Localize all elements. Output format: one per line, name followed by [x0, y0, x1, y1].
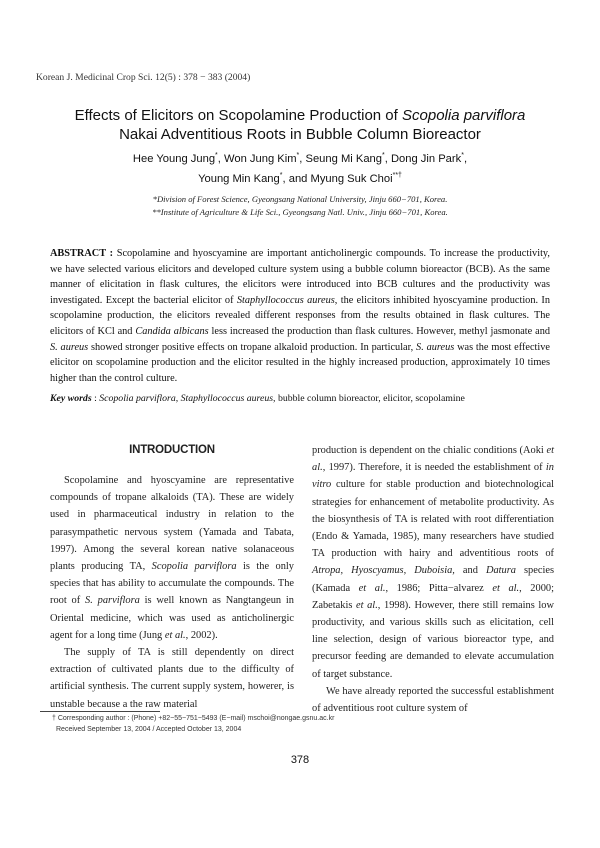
intro-paragraph-4: We have already reported the successful establishment of adventitious root culture system of — [312, 685, 554, 715]
footnote — [52, 714, 334, 735]
genus-names: Datura — [485, 565, 516, 577]
text-run: , 1998). However, there still remains low productivity, and various skills such as elicitation, cell line selection, design of various bioreactor type, and precursor feeding are demanded to elevate accumulation of target substance. — [312, 599, 554, 680]
corresponding-author: † Corresponding author : (Phone) +82−55−751−5493 (E−mail) mschoi@nongae.gsnu.ac.kr — [52, 715, 335, 722]
right-column — [312, 442, 554, 717]
affiliation-mark: **† — [392, 172, 402, 179]
text-run: production is dependent on the chialic conditions (Aoki — [312, 445, 547, 456]
author-name: Seung Mi Kang — [305, 153, 382, 165]
text-run: , 2002). — [185, 629, 218, 641]
text-run: , 2000; Zabetakis — [312, 582, 554, 611]
author-list — [30, 149, 570, 189]
affiliation-2: **Institute of Agriculture & Life Sci., Gyeongsang Natl. Univ., Jinju 660−701, Korea. — [152, 207, 448, 217]
text-run: is well known as Nangtangeun in Oriental medicine, which was used as anticholinergic agent for a long time (Jung — [50, 595, 294, 641]
abstract-text: showed stronger positive effects on tropane alkaloid production. In particular, — [88, 341, 417, 353]
footnote-divider — [40, 711, 160, 712]
author-separator: , — [384, 153, 391, 165]
received-accepted: Received September 13, 2004 / Accepted October 13, 2004 — [56, 725, 242, 733]
text-run: is the only species that has ability to accumulate the compounds. The root of — [50, 561, 294, 607]
section-heading: INTRODUCTION — [129, 444, 215, 456]
affiliation-mark: * — [296, 152, 300, 159]
journal-citation: Korean J. Medicinal Crop Sci. 12(5) : 378 − 383 (2004) — [36, 72, 251, 83]
author-line-2 — [30, 169, 570, 189]
abstract-text: was the most effective elicitor on scopolamine production and the elicitor resulted in the highly increased production, approximately 10 times higher than the control culture. — [50, 341, 550, 384]
abstract-text: , the elicitors inhibited hyoscyamine production. In scopolamine production, the elicitors revealed different responses from the results obtained in flask cultures. The elicitors of KCl and — [50, 294, 550, 337]
abstract-species: Staphyllococcus aureus — [236, 294, 335, 306]
affiliation-mark: * — [382, 152, 385, 159]
text-run: culture for stable production and biotechnological strategies for enhancement of metabolite productivity. As the biosynthesis of TA is related with root differentiation (Endo & Yamada, 1985), many researchers have studied TA production with hairy and adventitious roots of — [312, 479, 554, 560]
abstract-species: Candida albicans — [135, 325, 209, 337]
species-name: Scopolia parviflora — [151, 561, 237, 573]
keywords-species: Scopolia parviflora, Staphyllococcus aureus, — [99, 393, 276, 404]
text-run: species (Kamada — [312, 565, 554, 594]
affiliations — [100, 193, 500, 219]
author-line-1 — [30, 149, 570, 169]
citation-etal: et al. — [356, 599, 378, 611]
abstract-text: Scopolamine and hyoscyamine are important anticholinergic compounds. To increase the productivity, we have selected various elicitors and developed culture system using a bubble column bioreactor (BCB). As the same manner of elicitation in flask cultures, the elicitors were introduced into BCB cultures and the productivity was investigated. Except the bacterial elicitor of — [50, 248, 550, 306]
author-separator: , and — [282, 173, 311, 185]
author-separator: , — [217, 153, 224, 165]
intro-paragraph-2: The supply of TA is still dependently on direct extraction of cultivated plants due to the difficulty of artificial synthesis. The current supply system, howerer, is unstable because a the raw material — [50, 647, 294, 710]
text-run: Scopolamine and hyoscyamine are representative compounds of tropane alkaloids (TA). These are widely used in pharmaceutical industry in relation to the parasympathetic nervous system (Yamada and Tabata, 1997). Among the several korean native solanaceous plants producing TA, — [50, 475, 294, 573]
author-separator: , — [299, 153, 306, 165]
author-name: Dong Jin Park — [390, 153, 462, 165]
text-run: , 1986; Pitta−alvarez — [385, 582, 493, 594]
affiliation-mark: * — [461, 152, 464, 159]
title-line-2: Nakai Adventitious Roots in Bubble Column Bioreactor — [119, 126, 481, 143]
citation-etal: et al. — [312, 445, 554, 474]
text-run: and — [454, 565, 486, 577]
author-name: Myung Suk Choi — [310, 173, 393, 185]
abstract-text: less increased the production than flask cultures. However, methyl jasmonate and — [208, 325, 550, 337]
author-name: Young Min Kang — [198, 173, 280, 185]
text-run: , 1997). Therefore, it is needed the establishment of — [322, 462, 546, 474]
latin-term: in vitro — [312, 462, 554, 491]
author-name: Won Jung Kim — [224, 153, 297, 165]
intro-paragraph-3 — [312, 442, 554, 683]
title-text: Effects of Elicitors on Scopolamine Production of — [74, 107, 402, 124]
keywords-terms: bubble column bioreactor, elicitor, scopolamine — [275, 393, 465, 404]
affiliation-mark: * — [279, 172, 283, 179]
left-column — [50, 442, 294, 713]
citation-etal: et al. — [164, 629, 186, 641]
affiliation-1: *Division of Forest Science, Gyeongsang National University, Jinju 660−701, Korea. — [152, 194, 448, 204]
citation-etal: et al. — [492, 582, 520, 594]
author-separator: , — [463, 153, 468, 165]
title-line-1 — [30, 106, 570, 125]
keywords-separator: : — [91, 393, 100, 404]
abstract-species: S. aureus — [50, 341, 89, 353]
genus-names: Atropa, Hyoscyamus, Duboisia, — [312, 565, 455, 577]
intro-paragraph-1 — [50, 472, 294, 644]
author-name: Hee Young Jung — [132, 153, 216, 165]
keywords-label: Key words — [50, 393, 92, 404]
paper-title — [30, 106, 570, 144]
abstract-label: ABSTRACT : — [50, 248, 114, 259]
abstract-species: S. aureus — [416, 341, 455, 353]
page-number: 378 — [290, 754, 310, 766]
keywords — [50, 392, 560, 406]
title-species: Scopolia parviflora — [402, 107, 526, 124]
affiliation-mark: * — [215, 152, 218, 159]
species-name: S. parviflora — [85, 595, 140, 607]
abstract — [50, 246, 550, 386]
citation-etal: et al. — [358, 582, 386, 594]
